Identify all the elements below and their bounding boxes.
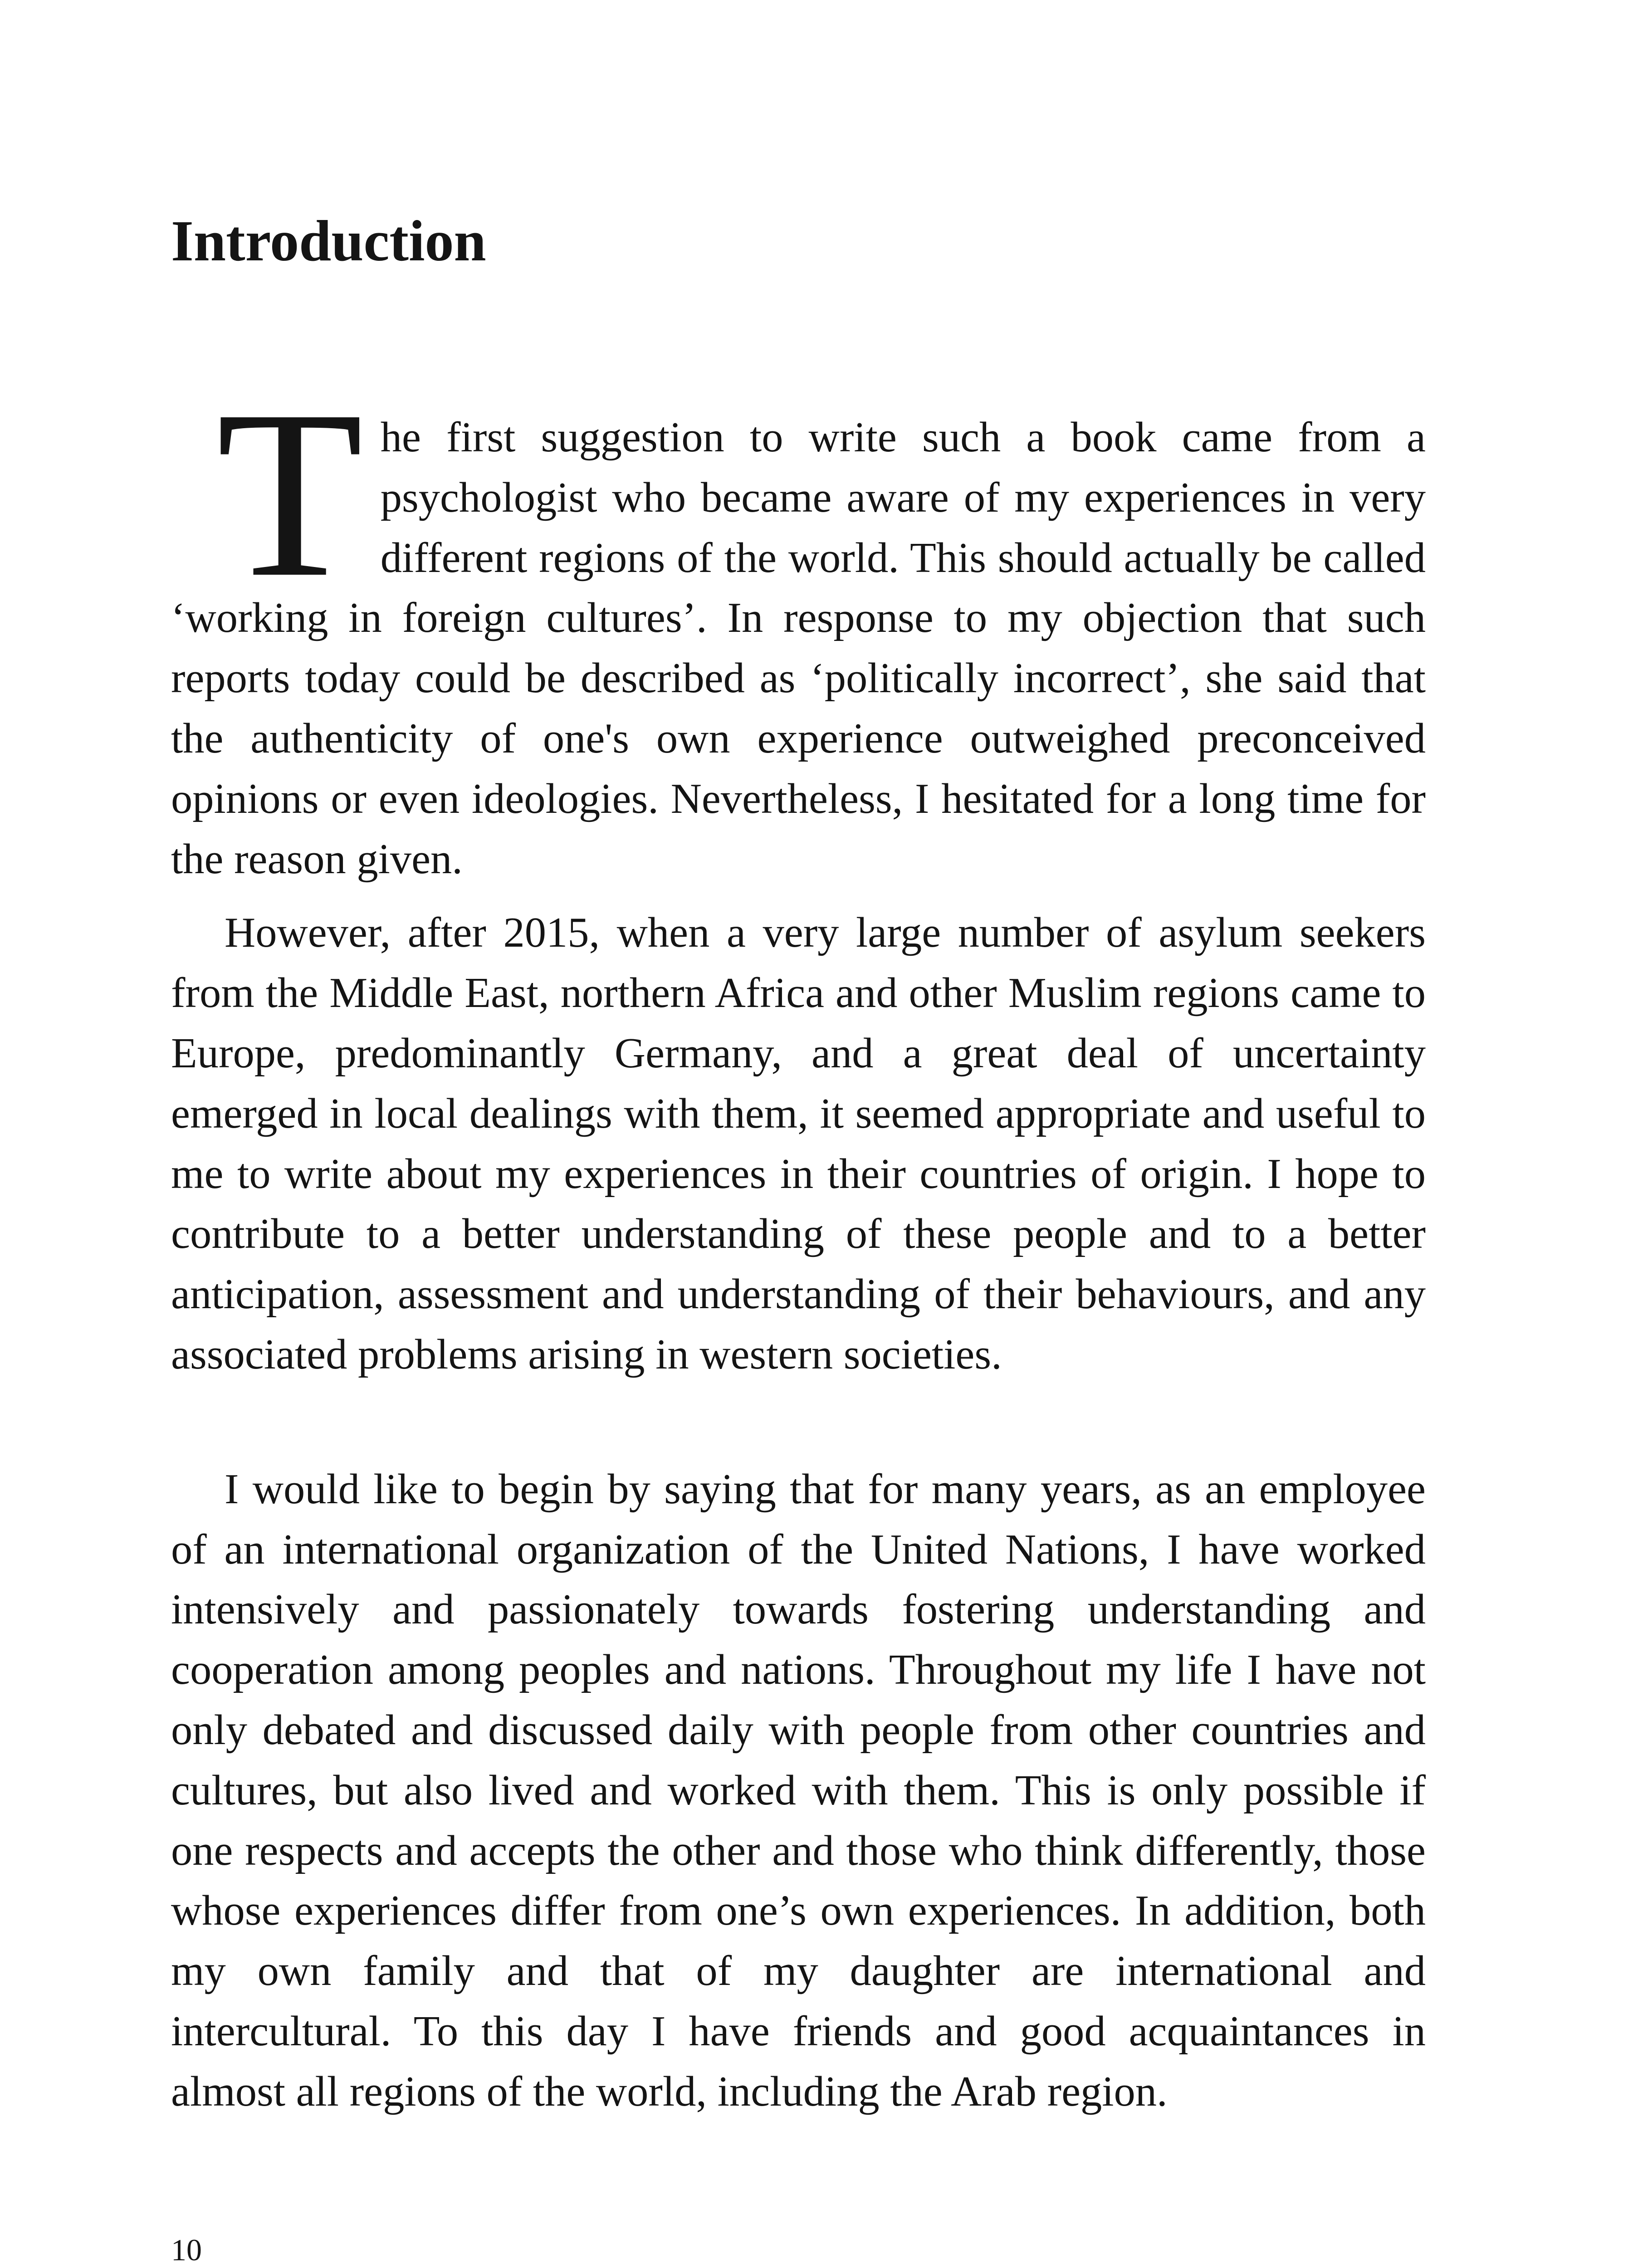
body-text <box>171 361 1426 2122</box>
drop-cap: T <box>216 361 363 627</box>
paragraph-2: However, after 2015, when a very large number of asylum seekers from the Middle East, northern Africa and other Muslim regions came to Europe, predominantly Germany, and a great deal of uncertainty emerged in local dealings with them, it seemed appropriate and useful to me to write about my experiences in their countries of origin. I hope to contribute to a better understanding of these people and to a better anticipation, assessment and understanding of their behaviours, and any associated problems arising in western societies. <box>171 909 1426 1378</box>
paragraph-3: I would like to begin by saying that for many years, as an employee of an international organization of the United Nations, I have worked intensively and passionately towards fostering understanding and cooperation among peoples and nations. Throughout my life I have not only debated and discussed daily with people from other countries and cultures, but also lived and worked with them. This is only possible if one respects and accepts the other and those who think differently, those whose experiences differ from one’s own experiences. In addition, both my own family and that of my daughter are international and intercultural. To this day I have friends and good acquaintances in almost all regions of the world, including the Arab region. <box>171 1465 1426 2115</box>
page-number: 10 <box>171 2233 202 2267</box>
page-title: Introduction <box>171 209 486 273</box>
paragraph-1-text: he first suggestion to write such a book came from a psychologist who became aware of my experiences in very different regions of the world. This should actually be called ‘working in foreign cultures’. In response to my objection that such reports today could be described as ‘politically incorrect’, she said that the authenticity of one's own experience outweighed preconceived opinions or even ideologies. Nevertheless, I hesitated for a long time for the reason given. <box>171 414 1426 883</box>
paragraph-1 <box>171 361 1426 889</box>
